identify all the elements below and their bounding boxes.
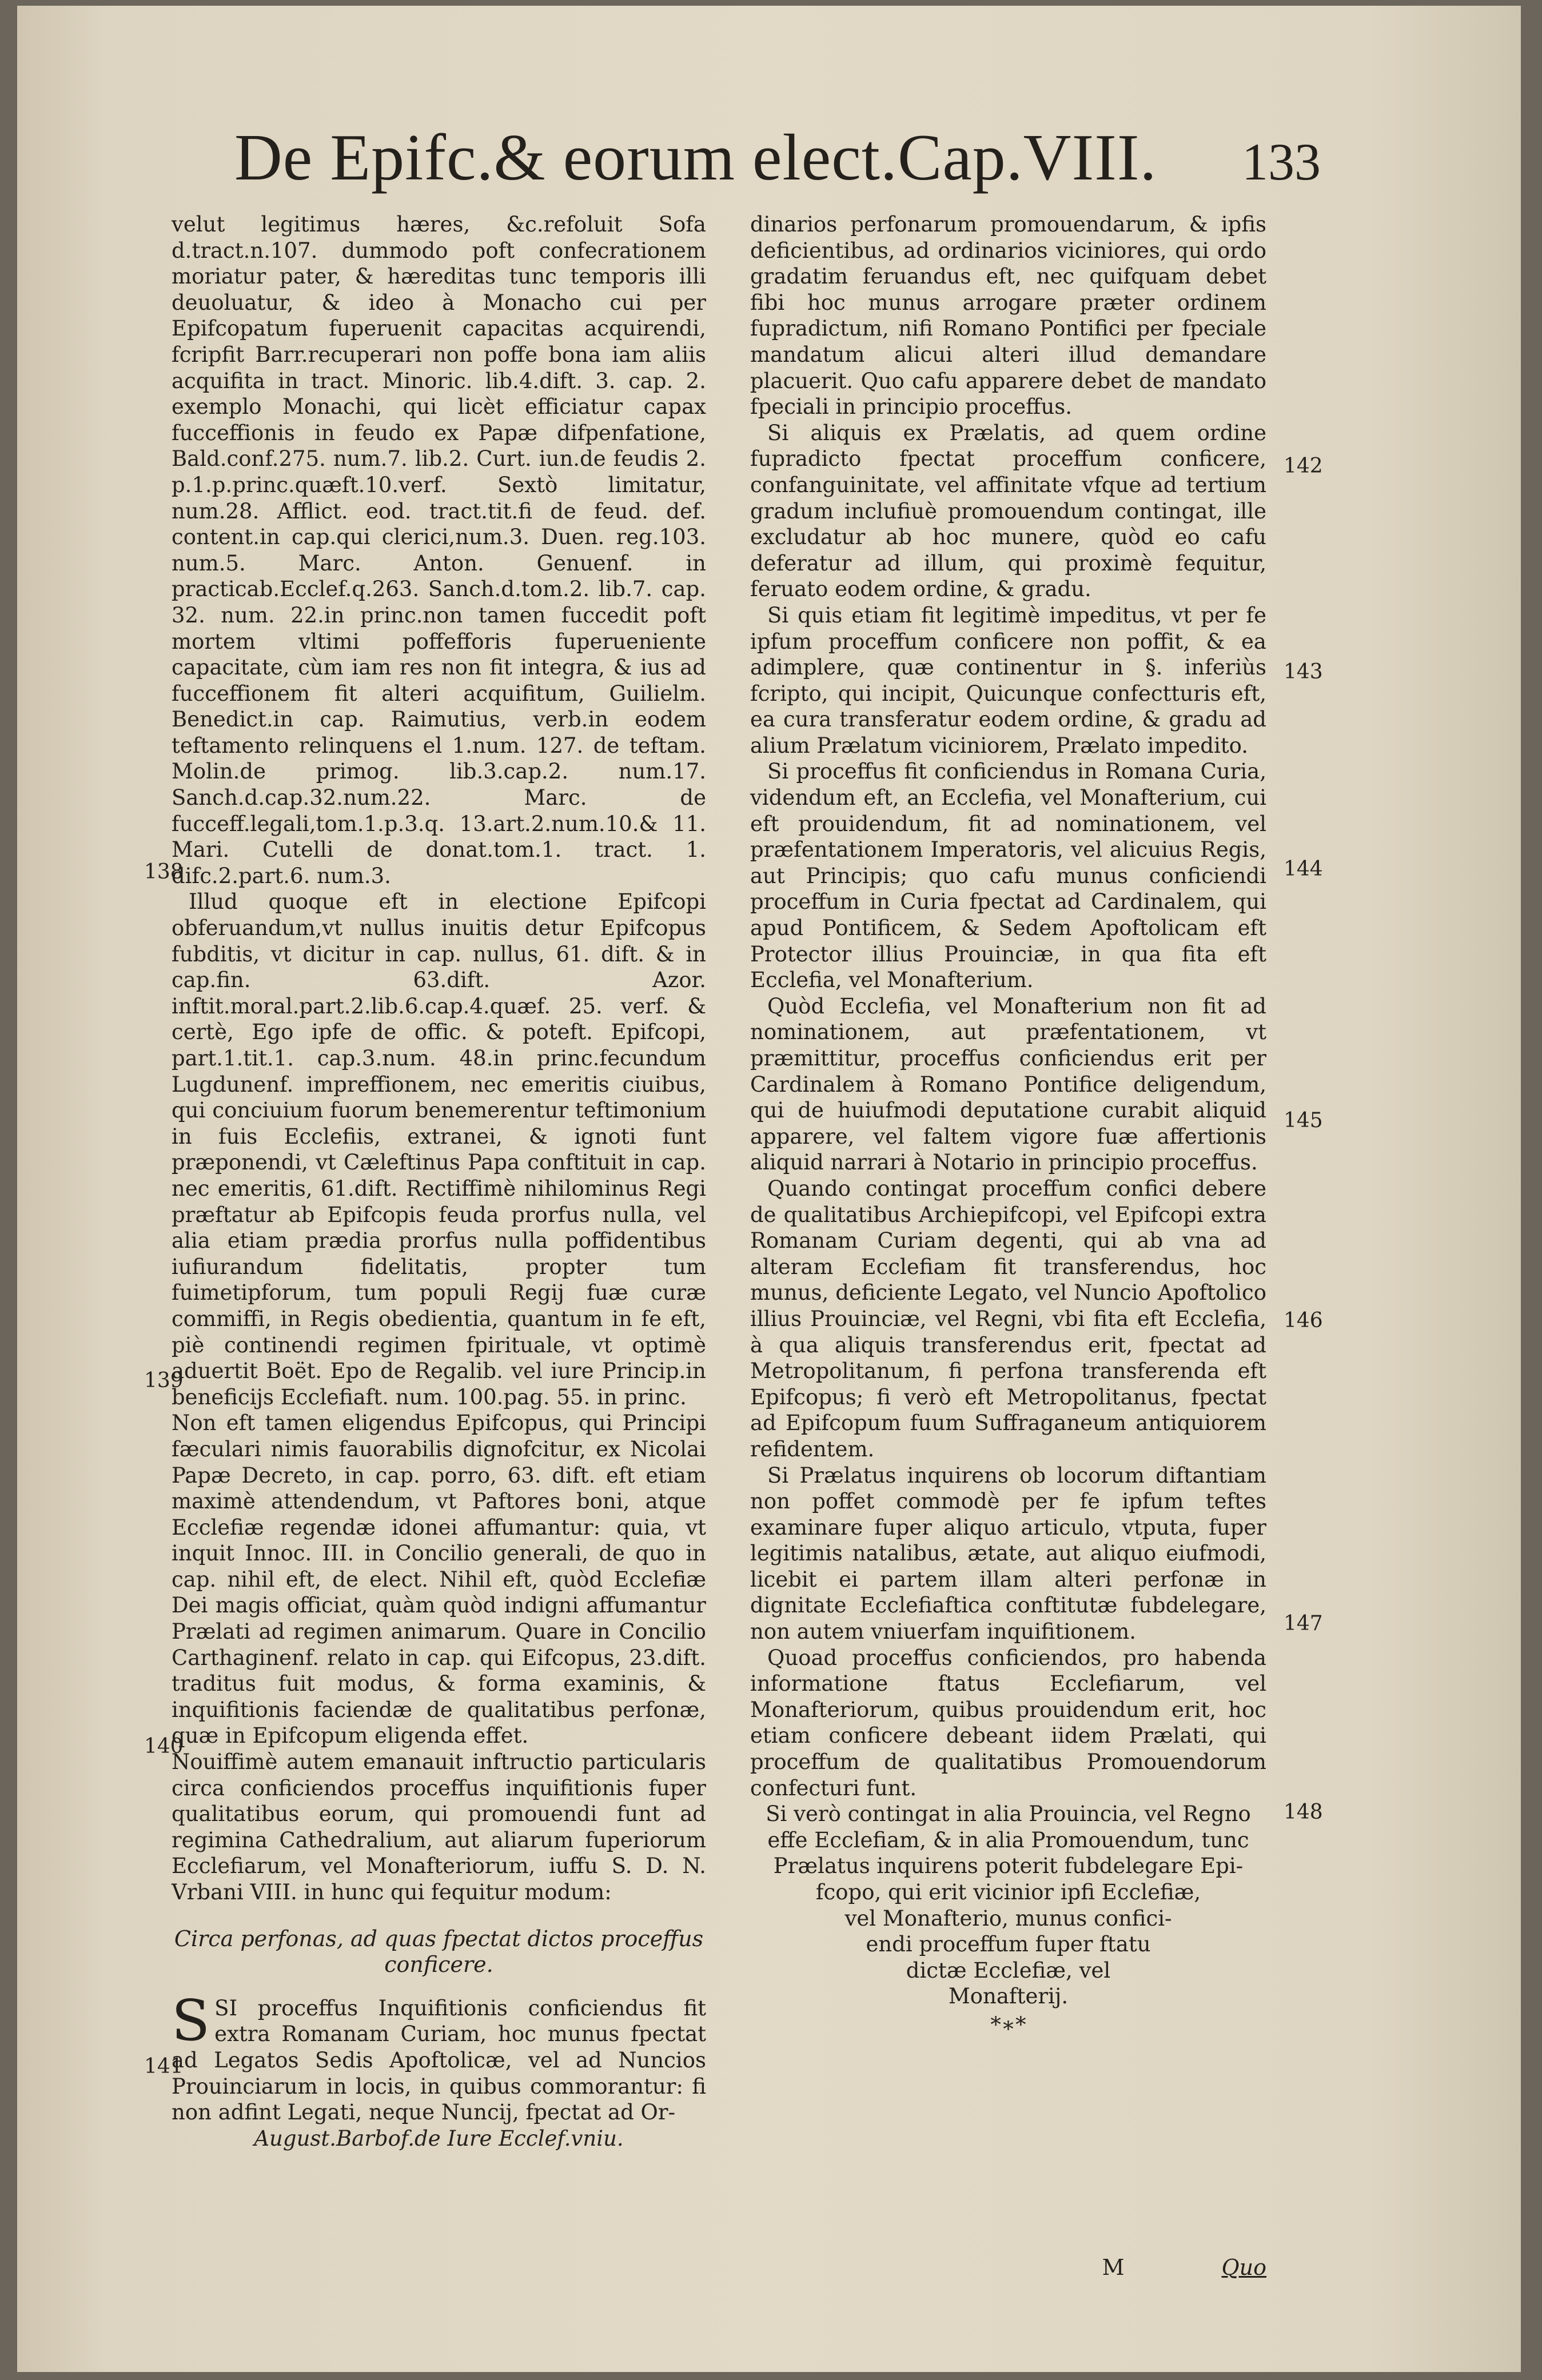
margin-number: 138	[144, 860, 184, 884]
left-column	[172, 211, 706, 2151]
final-line: dictæ Ecclefiæ, vel	[906, 1958, 1111, 1983]
drop-cap: S	[172, 1988, 210, 2054]
final-line: Monafterij.	[948, 1984, 1069, 2009]
right-column	[750, 211, 1266, 2038]
paragraph: Non eft tamen eligendus Epifcopus, qui Principi fæculari nimis fauorabilis dignofcitur, ex Nicolai Papæ Decreto, in cap. porro, 63. dift. eft etiam maximè attendendum, vt Paftores boni, atque Ecclefiæ regendæ idonei affumantur: quia, vt inquit Innoc. III. in Concilio generali, de quo in cap. nihil eft, de elect. Nihil eft, quòd Ecclefiæ Dei magis officiat, quàm quòd indigni affumantur Prælati ad regimen animarum. Quare in Concilio Carthaginenf. relato in cap. qui Eifcopus, 23.dift. traditus fuit modus, & forma examinis, & inquifitionis faciendæ de qualitatibus perfonæ, quæ in Epifcopum eligenda effet.	[172, 1411, 706, 1748]
margin-number: 139	[144, 1369, 184, 1392]
margin-number: 148	[1284, 1800, 1323, 1824]
final-line: endi proceffum fuper ftatu	[866, 1932, 1151, 1957]
book-page	[17, 6, 1521, 2372]
paragraph: velut legitimus hæres, &c.refoluit Sofa d.tract.n.107. dummodo poft confecrationem moriatur pater, & hæreditas tunc temporis illi deuoluatur, & ideo à Monacho cui per Epifcopatum fuperuenit capacitas acquirendi, fcripfit Barr.recuperari non poffe bona iam aliis acquifita in tract. Minoric. lib.4.dift. 3. cap. 2. exemplo Monachi, qui licèt efficiatur capax fucceffionis in feudo ex Papæ difpenfatione, Bald.conf.275. num.7. lib.2. Curt. iun.de feudis 2. p.1.p.princ.quæft.10.verf. Sextò limitatur, num.28. Afflict. eod. tract.tit.fi de feud. def. content.in cap.qui clerici,num.3. Duen. reg.103. num.5. Marc. Anton. Genuenf. in practicab.Ecclef.q.263. Sanch.d.tom.2. lib.7. cap. 32. num. 22.in princ.non tamen fuccedit poft mortem vltimi poffefforis fuperueniente capacitate, cùm iam res non fit integra, & ius ad fucceffionem fit alteri acquifitum, Guilielm. Benedict.in cap. Raimutius, verb.in eodem teftamento relinquens el 1.num. 127. de teftam. Molin.de primog. lib.3.cap.2. num.17. Sanch.d.cap.32.num.22. Marc. de fucceff.legali,tom.1.p.3.q. 13.art.2.num.10.& 11. Mari. Cutelli de donat.tom.1. tract. 1. difc.2.part.6. num.3.	[172, 212, 706, 888]
final-line: Si verò contingat in alia Prouincia, vel Regno	[766, 1802, 1251, 1827]
final-line: Prælatus inquirens poterit fubdelegare Epi-	[773, 1854, 1244, 1879]
tapered-ending	[750, 1801, 1266, 2038]
asterism-ornament: *∗*	[990, 2012, 1026, 2037]
margin-number: 144	[1284, 857, 1323, 881]
running-title: De Epifc.& eorum elect.Cap.VIII.	[234, 121, 1157, 194]
margin-number: 147	[1284, 1612, 1323, 1635]
page-number: 133	[1242, 133, 1321, 191]
margin-number: 146	[1284, 1309, 1323, 1332]
final-line: effe Ecclefiam, & in alia Promouendum, tunc	[767, 1827, 1249, 1852]
catchword: Quo	[1221, 2255, 1266, 2280]
running-header	[234, 120, 1321, 211]
paragraph-text: SI proceffus Inquifitionis conficiendus fit extra Romanam Curiam, hoc munus fpectat ad Legatos Sedis Apoftolicæ, vel ad Nuncios Prouinciarum in locis, in quibus commorantur: fi non adfint Legati, neque Nuncij, fpectat ad Or-	[172, 1995, 706, 2125]
final-line: vel Monafterio, munus confici-	[844, 1906, 1172, 1931]
paragraph: Quando contingat proceffum confici debere de qualitatibus Archiepifcopi, vel Epifcopi extra Romanam Curiam degenti, qui ab vna ad alteram Ecclefiam fit transferendus, hoc munus, deficiente Legato, vel Nuncio Apoftolico illius Prouinciæ, vel Regni, vbi fita eft Ecclefia, à qua aliquis transferendus erit, fpectat ad Metropolitanum, fi perfona transferenda eft Epifcopus; fi verò eft Metropolitanus, fpectat ad Epifcopum fuum Suffraganeum antiquiorem refidentem.	[750, 1176, 1266, 1461]
paragraph: Si quis etiam fit legitimè impeditus, vt per fe ipfum proceffum conficere non poffit, & ea adimplere, quæ continentur in §. inferiùs fcripto, qui incipit, Quicunque confectturis eft, ea cura transferatur eodem ordine, & gradu ad alium Prælatum viciniorem, Prælato impedito.	[750, 602, 1266, 758]
margin-number: 140	[144, 1735, 184, 1758]
page-footer	[750, 2255, 1266, 2289]
paragraph: Quoad proceffus conficiendos, pro habenda informatione ftatus Ecclefiarum, vel Monafteriorum, quibus prouidendum erit, hoc etiam conficere debeant iidem Prælati, qui proceffum de qualitatibus Promouendorum confecturi funt.	[750, 1645, 1266, 1800]
paragraph: Quòd Ecclefia, vel Monafterium non fit ad nominationem, aut præfentationem, vt præmittitur, proceffus conficiendus erit per Cardinalem à Romano Pontifice deligendum, qui de huiufmodi deputatione curabit aliquid apparere, vel faltem vigore fuæ affertionis aliquid narrari à Notario in principio proceffus.	[750, 993, 1266, 1175]
footer-note: August.Barbof.de Iure Ecclef.vniu.	[254, 2126, 624, 2151]
paragraph-with-dropcap	[172, 1988, 706, 2126]
final-line: fcopo, qui erit vicinior ipfi Ecclefiæ,	[815, 1880, 1201, 1904]
margin-number: 141	[144, 2055, 184, 2078]
paragraph: Nouiffimè autem emanauit inftructio particularis circa conficiendos proceffus inquifitionis fuper qualitatibus eorum, qui promouendi funt ad regimina Cathedralium, aut aliarum fuperiorum Ecclefiarum, vel Monafteriorum, iuffu S. D. N. Vrbani VIII. in hunc qui fequitur modum:	[172, 1750, 706, 1904]
margin-number: 142	[1284, 454, 1323, 478]
paragraph: Si Prælatus inquirens ob locorum diftantiam non poffet commodè per fe ipfum teftes examinare fuper aliquo articulo, vtputa, fuper legitimis natalibus, ætate, aut aliquo eiufmodi, licebit ei partem illam alteri perfonæ in dignitate Ecclefiaftica conftitutæ fubdelegare, non autem vniuerfam inquifitionem.	[750, 1463, 1266, 1644]
paragraph: Si proceffus fit conficiendus in Romana Curia, videndum eft, an Ecclefia, vel Monafterium, cui eft prouidendum, fit ad nominationem, vel præfentationem Imperatoris, vel alicuius Regis, aut Principis; quo cafu munus conficiendi proceffum in Curia fpectat ad Cardinalem, qui apud Pontificem, & Sedem Apoftolicam eft Protector illius Prouinciæ, in qua fita eft Ecclefia, vel Monafterium.	[750, 759, 1266, 993]
margin-number: 143	[1284, 660, 1323, 684]
paragraph: dinarios perfonarum promouendarum, & ipfis deficientibus, ad ordinarios viciniores, qui ordo gradatim feruandus eft, nec quifquam debet fibi hoc munus arrogare præter ordinem fupradictum, nifi Romano Pontifici per fpeciale mandatum alicui alteri illud demandare placuerit. Quo cafu apparere debet de mandato fpeciali in principio proceffus.	[750, 212, 1266, 420]
signature-mark: M	[1102, 2255, 1125, 2280]
paragraph: Illud quoque eft in electione Epifcopi obferuandum,vt nullus inuitis detur Epifcopus fubditis, vt dicitur in cap. nullus, 61. dift. & in cap.fin. 63.dift. Azor. inftit.moral.part.2.lib.6.cap.4.quæf. 25. verf. & certè, Ego ipfe de offic. & poteft. Epifcopi, part.1.tit.1. cap.3.num. 48.in princ.fecundum Lugdunenf. impreffionem, nec emeritis ciuibus, qui conciuium fuorum benemerentur teftimonium in fuis Ecclefiis, extranei, & ignoti funt præponendi, vt Cæleftinus Papa conftituit in cap. nec emeritis, 61.dift. Rectiffimè nihilominus Regi præftatur ab Epifcopis feuda prorfus nulla, vel alia etiam prædia prorfus nulla poffidentibus iufiurandum fidelitatis, propter tum fuimetipforum, tum populi Regij fuæ curæ commiffi, in Regis obedientia, quantum in fe eft, piè continendi regimen fpirituale, vt optimè aduertit Boët. Epo de Regalib. vel iure Princip.in beneficijs Ecclefiaft. num. 100.pag. 55. in princ.	[172, 889, 706, 1409]
margin-number: 145	[1284, 1109, 1323, 1132]
section-subheading: Circa perfonas, ad quas fpectat dictos proceffus conficere.	[174, 1926, 704, 1978]
paragraph: Si aliquis ex Prælatis, ad quem ordine fupradicto fpectat proceffum conficere, confanguinitate, vel affinitate vfque ad tertium gradum inclufiuè promouendum contingat, ille excludatur ab hoc munere, quòd eo cafu deferatur ad illum, qui proximè fequitur, feruato eodem ordine, & gradu.	[750, 420, 1266, 602]
